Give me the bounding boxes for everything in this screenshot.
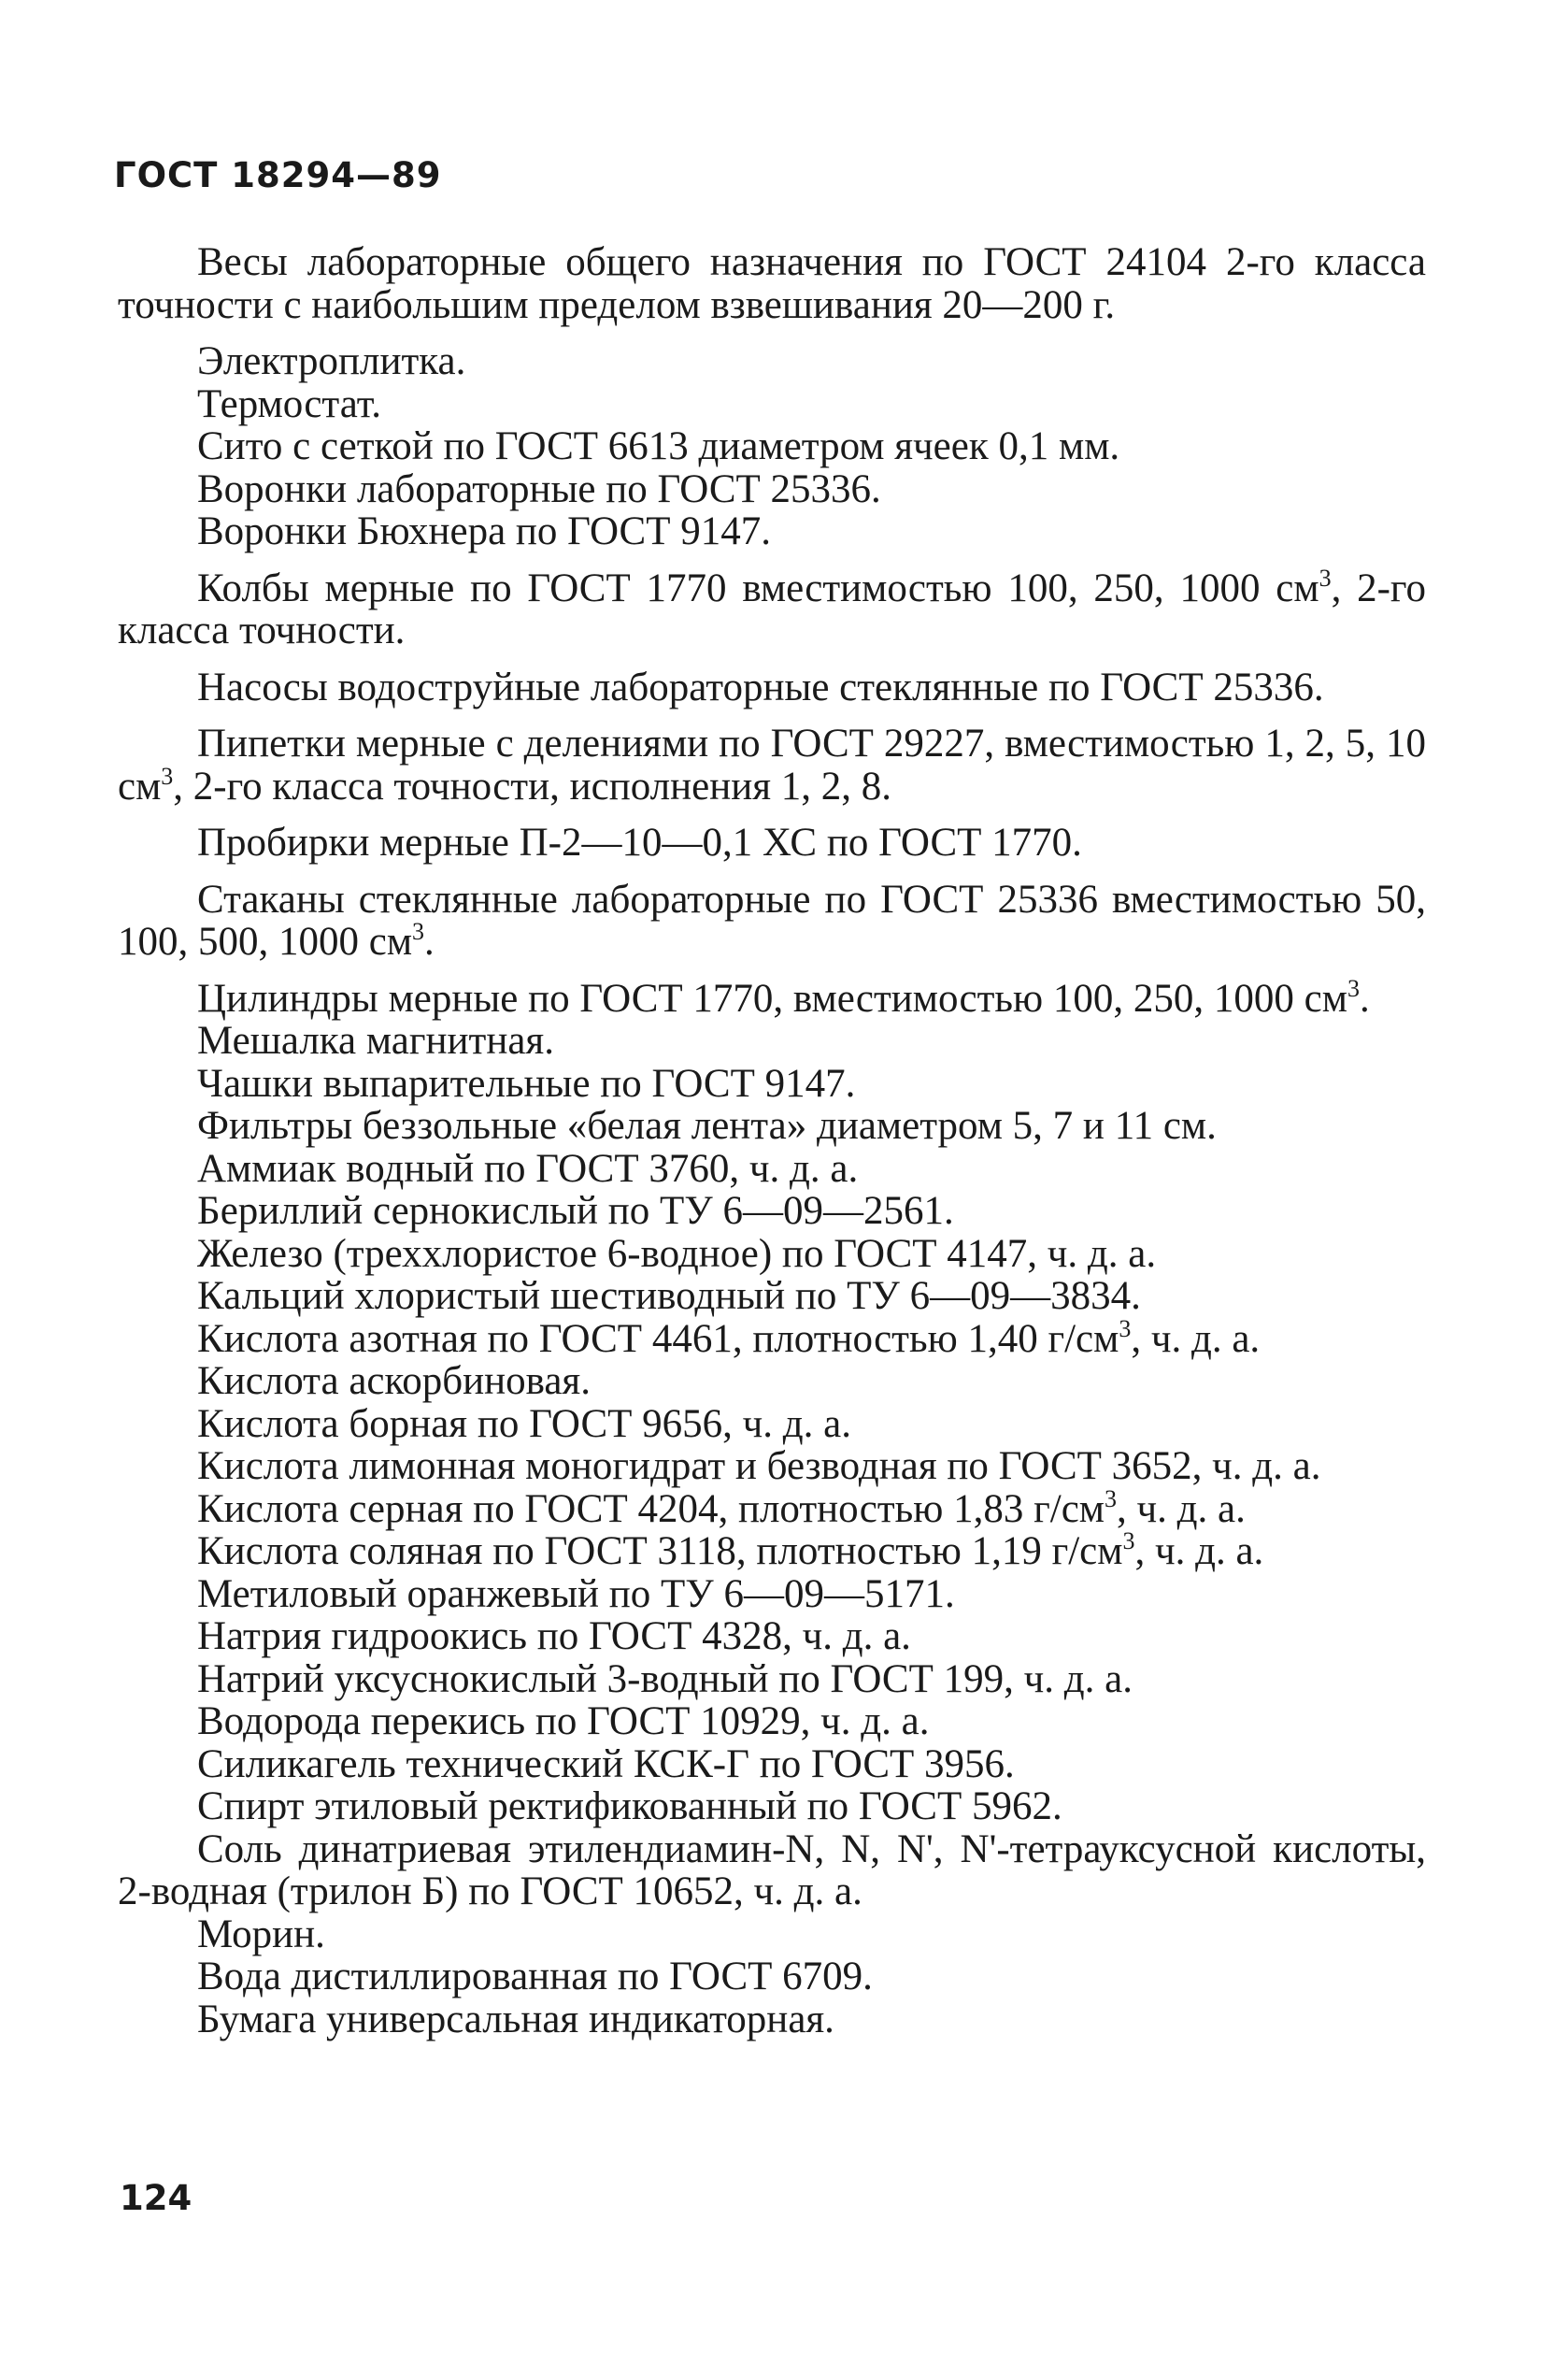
superscript: 3 bbox=[1122, 1527, 1135, 1554]
document-body bbox=[118, 241, 1426, 2041]
paragraph: Воронки Бюхнера по ГОСТ 9147. bbox=[197, 509, 771, 553]
paragraph: Бумага универсальная индикаторная. bbox=[197, 1997, 834, 2041]
paragraph: Пробирки мерные П-2—10—0,1 ХС по ГОСТ 1770. bbox=[197, 821, 1082, 865]
paragraph: Морин. bbox=[197, 1912, 325, 1956]
paragraph bbox=[118, 564, 1427, 652]
paragraph: Кальций хлористый шестиводный по ТУ 6—09—3834. bbox=[197, 1274, 1141, 1318]
paragraph bbox=[118, 974, 1426, 1021]
paragraph: Аммиак водный по ГОСТ 3760, ч. д. а. bbox=[197, 1146, 859, 1191]
paragraph bbox=[118, 1527, 1426, 1573]
paragraph: Кислота лимонная моногидрат и безводная по ГОСТ 3652, ч. д. а. bbox=[197, 1444, 1321, 1488]
paragraph: Водорода перекись по ГОСТ 10929, ч. д. а. bbox=[197, 1699, 930, 1743]
paragraph-text: , 2-го класса точности. bbox=[118, 566, 1427, 652]
paragraph: Соль динатриевая этилендиамин-N, N, N', N'-тетрауксусной кислоты, 2-водная (трилон Б) по ГОСТ 10652, ч. д. а. bbox=[118, 1826, 1426, 1913]
paragraph-text: Кислота соляная по ГОСТ 3118, плотностью 1,19 г/см bbox=[197, 1529, 1123, 1573]
paragraph: Спирт этиловый ректификованный по ГОСТ 5962. bbox=[197, 1784, 1062, 1828]
paragraph-text: . bbox=[1359, 976, 1370, 1021]
paragraph: Фильтры беззольные «белая лента» диаметром 5, 7 и 11 см. bbox=[197, 1104, 1217, 1148]
paragraph-text: Пипетки мерные с делениями по ГОСТ 29227, вместимостью 1, 2, 5, 10 см bbox=[118, 722, 1426, 809]
paragraph: Сито с сеткой по ГОСТ 6613 диаметром ячеек 0,1 мм. bbox=[197, 424, 1120, 468]
document-header: ГОСТ 18294—89 bbox=[114, 155, 442, 195]
paragraph-text: Кислота серная по ГОСТ 4204, плотностью 1,83 г/см bbox=[197, 1486, 1105, 1531]
paragraph: Чашки выпарительные по ГОСТ 9147. bbox=[197, 1061, 856, 1106]
paragraph: Железо (треххлористое 6-водное) по ГОСТ 4147, ч. д. а. bbox=[197, 1231, 1157, 1276]
paragraph: Силикагель технический КСК-Г по ГОСТ 3956. bbox=[197, 1741, 1015, 1786]
paragraph-text: Цилиндры мерные по ГОСТ 1770, вместимостью 100, 250, 1000 см bbox=[197, 976, 1347, 1021]
superscript: 3 bbox=[161, 762, 174, 790]
paragraph: Мешалка магнитная. bbox=[197, 1019, 554, 1063]
paragraph: Весы лабораторные общего назначения по ГОСТ 24104 2-го класса точности с наибольшим пределом взвешивания 20—200 г. bbox=[118, 240, 1426, 327]
paragraph bbox=[118, 879, 1426, 964]
superscript: 3 bbox=[412, 918, 425, 945]
paragraph-text: Кислота азотная по ГОСТ 4461, плотностью 1,40 г/см bbox=[197, 1316, 1119, 1361]
paragraph bbox=[118, 1484, 1426, 1531]
paragraph-text: . bbox=[424, 920, 435, 964]
paragraph: Воронки лабораторные по ГОСТ 25336. bbox=[197, 466, 881, 511]
paragraph-text: , 2-го класса точности, исполнения 1, 2, 8. bbox=[173, 764, 892, 809]
paragraph: Кислота аскорбиновая. bbox=[197, 1359, 591, 1403]
paragraph-text: Колбы мерные по ГОСТ 1770 вместимостью 100, 250, 1000 см bbox=[197, 566, 1319, 610]
superscript: 3 bbox=[1105, 1484, 1117, 1512]
paragraph: Кислота борная по ГОСТ 9656, ч. д. а. bbox=[197, 1401, 851, 1446]
superscript: 3 bbox=[1319, 564, 1332, 592]
paragraph: Насосы водоструйные лабораторные стеклянные по ГОСТ 25336. bbox=[197, 665, 1324, 709]
paragraph bbox=[118, 1314, 1426, 1361]
paragraph: Термостат. bbox=[197, 381, 382, 426]
paragraph: Натрий уксуснокислый 3-водный по ГОСТ 199, ч. д. а. bbox=[197, 1656, 1133, 1701]
paragraph: Электроплитка. bbox=[197, 339, 466, 383]
paragraph-text: , ч. д. а. bbox=[1117, 1486, 1246, 1531]
paragraph: Бериллий сернокислый по ТУ 6—09—2561. bbox=[197, 1189, 954, 1233]
paragraph: Метиловый оранжевый по ТУ 6—09—5171. bbox=[197, 1571, 955, 1616]
paragraph: Вода дистиллированная по ГОСТ 6709. bbox=[197, 1955, 873, 1998]
paragraph-text: Стаканы стеклянные лабораторные по ГОСТ 25336 вместимостью 50, 100, 500, 1000 см bbox=[118, 877, 1426, 964]
page-number: 124 bbox=[120, 2178, 192, 2218]
superscript: 3 bbox=[1347, 974, 1360, 1002]
paragraph bbox=[118, 723, 1426, 808]
superscript: 3 bbox=[1119, 1314, 1132, 1342]
paragraph-text: , ч. д. а. bbox=[1131, 1316, 1261, 1361]
paragraph-text: , ч. д. а. bbox=[1134, 1529, 1264, 1573]
paragraph: Натрия гидроокись по ГОСТ 4328, ч. д. а. bbox=[197, 1614, 911, 1658]
